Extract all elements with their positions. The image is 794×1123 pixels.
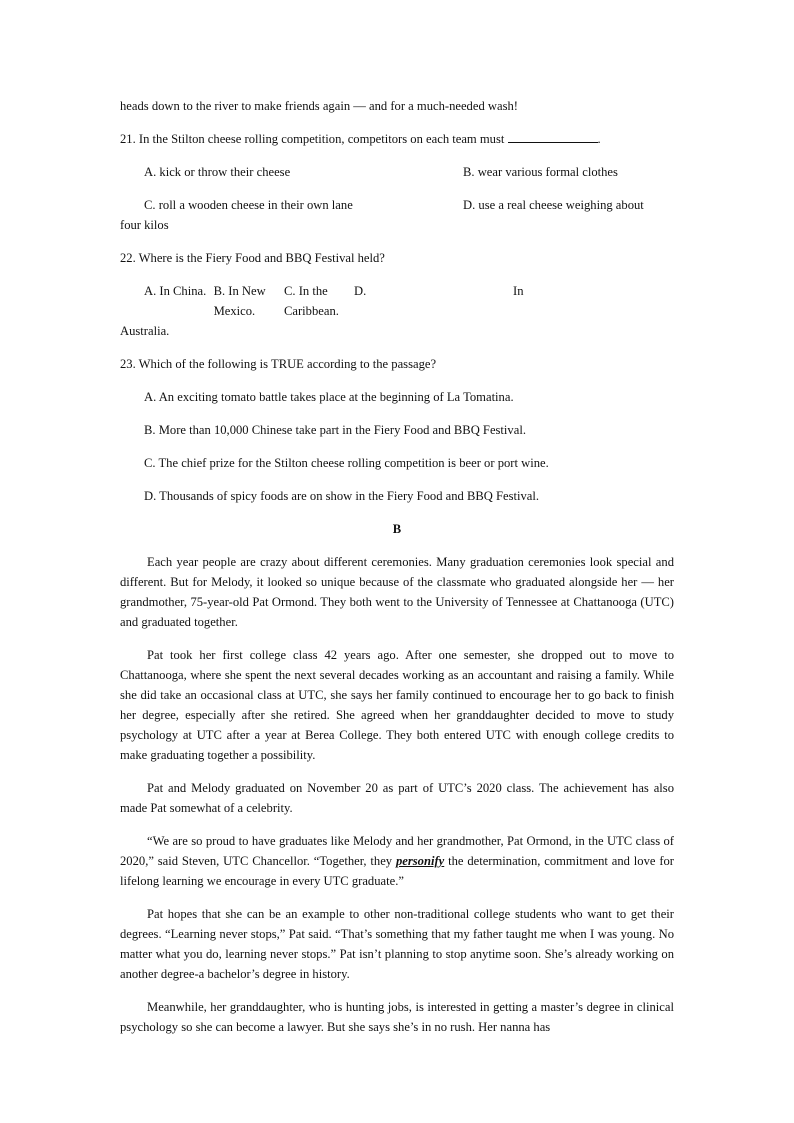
option-21-a: A. kick or throw their cheese (144, 165, 291, 179)
quote-before: “We are so proud to have graduates like Melody and her grandmother, Pat Ormond, in the UTC class of 2020,” said Steven, UTC Chancellor. “Together, they (120, 834, 674, 868)
option-21-b: B. wear various formal clothes (463, 165, 618, 179)
paragraph-2: Pat took her first college class 42 years ago. After one semester, she dropped out to move to Chattanooga, where she spent the next several decades working as an accountant and raising a family. While she did take an occasional class at UTC, she says her family continued to encourage her to go back to finish her degree, especially after she retired. She agreed when her granddaughter decided to move to study psychology at UTC after a year at Berea College. They both entered UTC with enough college credits to make graduating together a possibility. (120, 648, 674, 762)
option-22-d-word: In (513, 284, 524, 298)
paragraph-1: Each year people are crazy about different ceremonies. Many graduation ceremonies look special and different. But for Melody, it looked so unique because of the classmate who graduated alongside her — her grandmother, 75-year-old Pat Ormond. They both went to the University of Tennessee at Chattanooga (UTC) and graduated together. (120, 555, 674, 629)
option-21-c: C. roll a wooden cheese in their own lane (144, 198, 353, 212)
option-23-d: D. Thousands of spicy foods are on show in the Fiery Food and BBQ Festival. (144, 489, 540, 503)
option-23-b: B. More than 10,000 Chinese take part in the Fiery Food and BBQ Festival. (144, 423, 526, 437)
paragraph-3: Pat and Melody graduated on November 20 as part of UTC’s 2020 class. The achievement has also made Pat somewhat of a celebrity. (120, 781, 674, 815)
option-22-b: B. In New Mexico. (213, 284, 266, 318)
question-21-stem (120, 129, 674, 149)
question-21-stem-text: 21. In the Stilton cheese rolling competition, competitors on each team must (120, 132, 508, 146)
question-22-stem: 22. Where is the Fiery Food and BBQ Festival held? (120, 251, 385, 265)
carryover-line: heads down to the river to make friends again — and for a much-needed wash! (120, 99, 518, 113)
question-22-options (120, 281, 674, 321)
quote-after: the determination, commitment and love for lifelong learning we encourage in every UTC graduate.” (120, 854, 674, 888)
section-title: B (392, 522, 402, 536)
question-21-options-row-1 (120, 162, 674, 182)
option-22-a: A. In China. (144, 284, 207, 298)
document-page (120, 96, 674, 1037)
option-23-a: A. An exciting tomato battle takes place at the beginning of La Tomatina. (144, 390, 514, 404)
option-23-c: C. The chief prize for the Stilton cheese rolling competition is beer or port wine. (144, 456, 549, 470)
paragraph-6: Meanwhile, her granddaughter, who is hunting jobs, is interested in getting a master’s degree in clinical psychology so she can become a lawyer. But she says she’s in no rush. Her nanna has (120, 1000, 674, 1034)
emphasized-word: personify (395, 854, 445, 868)
paragraph-5: Pat hopes that she can be an example to other non-traditional college students who want to get their degrees. “Learning never stops,” Pat said. “That’s something that my father taught me when I was young. No matter what you do, learning never stops.” Pat isn’t planning to stop anytime soon. She’s already working on another degree-a bachelor’s degree in history. (120, 907, 674, 981)
answer-blank (508, 130, 598, 143)
question-23-stem: 23. Which of the following is TRUE according to the passage? (120, 357, 437, 371)
option-21-d-line2: four kilos (120, 218, 169, 232)
option-22-c: C. In the Caribbean. (284, 284, 339, 318)
option-22-d (354, 281, 674, 321)
question-21-options-row-2 (120, 195, 674, 215)
option-21-d-line1: D. use a real cheese weighing about (463, 198, 644, 212)
option-22-d-letter: D. (354, 284, 367, 298)
option-22-d-line2: Australia. (120, 324, 170, 338)
question-21-stem-end: . (597, 132, 601, 146)
paragraph-quote (120, 831, 674, 891)
